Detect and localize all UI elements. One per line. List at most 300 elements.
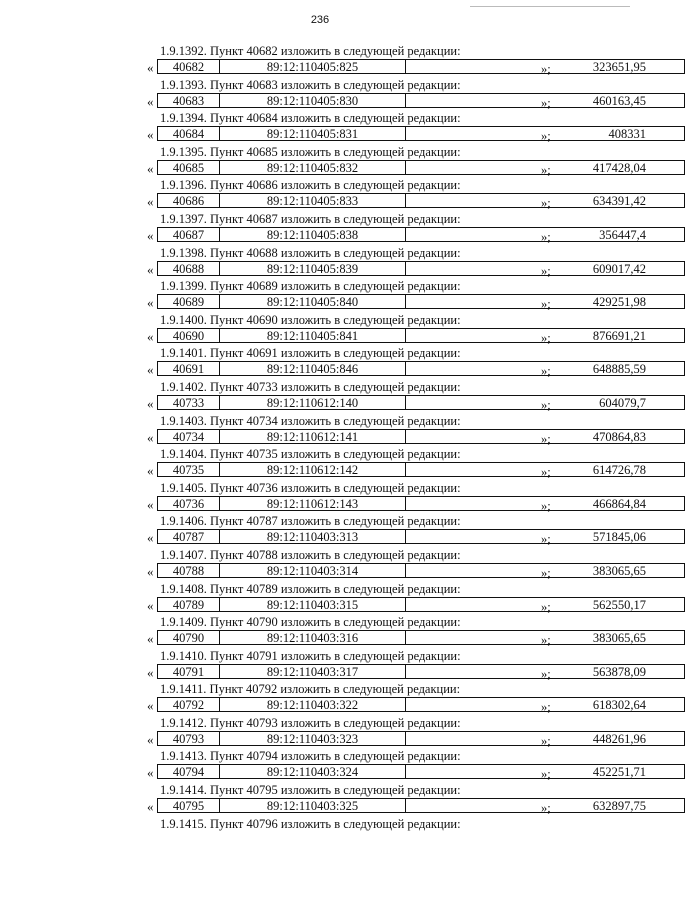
- cell-value: 562550,17: [592, 597, 646, 612]
- row-cells: [157, 93, 685, 108]
- heading-suffix: изложить в следующей редакции:: [280, 245, 461, 260]
- quote-open: «: [147, 194, 154, 210]
- item-number: 40682: [246, 44, 278, 58]
- item-number: 40793: [246, 715, 278, 730]
- quote-open: «: [147, 731, 154, 747]
- amendment-entry: [0, 312, 646, 347]
- section-number: 1.9.1406.: [160, 514, 207, 529]
- cell-value: 429251,98: [592, 295, 646, 310]
- row-cells: [157, 731, 685, 746]
- table-row: [147, 529, 646, 547]
- heading-pt-word: Пункт: [210, 615, 244, 630]
- row-cells: [157, 395, 685, 410]
- cell-value: 448261,96: [592, 731, 646, 746]
- section-number: 1.9.1405.: [160, 480, 207, 495]
- heading-pt-word: Пункт: [210, 447, 244, 462]
- cell-number: 40686: [158, 194, 220, 207]
- section-number: 1.9.1393.: [160, 77, 207, 92]
- cell-value: 323651,95: [592, 60, 646, 74]
- table-row: [147, 361, 646, 379]
- item-number: 40736: [246, 480, 278, 495]
- section-number: 1.9.1404.: [160, 447, 207, 462]
- cell-value: 417428,04: [592, 160, 646, 175]
- table-row: [147, 328, 646, 345]
- amendment-entry: [0, 144, 646, 179]
- row-cells: [157, 630, 685, 645]
- amendment-entry: [0, 514, 646, 548]
- entry-heading: [160, 514, 461, 529]
- heading-suffix: изложить в следующей редакции:: [280, 379, 461, 394]
- section-number: 1.9.1409.: [160, 615, 207, 630]
- cell-value: 876691,21: [592, 328, 646, 343]
- heading-suffix: изложить в следующей редакции:: [280, 346, 461, 361]
- cell-value: 614726,78: [592, 463, 646, 478]
- row-cells: [157, 261, 685, 276]
- row-cells: [157, 328, 685, 343]
- table-row: [147, 395, 646, 412]
- entry-heading: [160, 178, 461, 193]
- entry-heading: [160, 313, 461, 328]
- amendment-entry: [0, 77, 646, 112]
- quote-close: »;: [541, 62, 551, 76]
- heading-suffix: изложить в следующей редакции:: [280, 178, 461, 193]
- entry-heading: [160, 78, 461, 93]
- cell-cadastral: 89:12:110612:140: [220, 396, 406, 409]
- quote-close: »;: [541, 330, 551, 345]
- row-cells: [157, 160, 685, 175]
- heading-pt-word: Пункт: [210, 245, 244, 260]
- table-row: [147, 462, 646, 480]
- entry-heading: [160, 447, 461, 462]
- heading-pt-word: Пункт: [210, 715, 244, 730]
- heading-pt-word: Пункт: [210, 178, 244, 193]
- cell-value: 632897,75: [592, 799, 646, 814]
- table-row: [147, 429, 646, 446]
- table-row: [147, 697, 646, 715]
- entry-heading: [160, 414, 461, 429]
- heading-suffix: изложить в следующей редакции:: [280, 581, 461, 596]
- heading-suffix: изложить в следующей редакции:: [280, 144, 461, 159]
- cell-number: 40689: [158, 295, 220, 308]
- heading-pt-word: Пункт: [210, 346, 244, 361]
- cell-cadastral: 89:12:110405:839: [220, 262, 406, 275]
- amendment-entry: [0, 749, 646, 783]
- quote-close: »;: [541, 364, 551, 379]
- cell-cadastral: 89:12:110403:313: [220, 530, 406, 543]
- quote-open: «: [147, 563, 154, 579]
- amendment-entry: [0, 480, 646, 515]
- cell-number: 40688: [158, 262, 220, 275]
- cell-number: 40790: [158, 631, 220, 644]
- section-number: 1.9.1400.: [160, 312, 207, 327]
- cell-value: 618302,64: [592, 698, 646, 713]
- cell-number: 40685: [158, 161, 220, 174]
- heading-pt-word: Пункт: [210, 44, 244, 58]
- entry-heading: [160, 783, 461, 798]
- row-cells: [157, 563, 685, 578]
- section-number: 1.9.1397.: [160, 211, 207, 226]
- cell-cadastral: 89:12:110403:322: [220, 698, 406, 711]
- entry-heading: [160, 716, 461, 731]
- row-cells: [157, 294, 685, 309]
- entry-heading: [160, 212, 461, 227]
- item-number: 40796: [246, 816, 278, 831]
- quote-close: »;: [541, 498, 551, 513]
- amendment-entry: [0, 211, 646, 246]
- heading-suffix: изложить в следующей редакции:: [280, 480, 461, 495]
- heading-suffix: изложить в следующей редакции:: [280, 279, 461, 294]
- cell-cadastral: 89:12:110612:142: [220, 463, 406, 476]
- entry-heading: [160, 380, 461, 395]
- heading-suffix: изложить в следующей редакции:: [280, 547, 461, 562]
- section-number: 1.9.1399.: [160, 279, 207, 294]
- cell-cadastral: 89:12:110403:325: [220, 799, 406, 812]
- row-cells: [157, 496, 685, 511]
- section-number: 1.9.1401.: [160, 346, 207, 361]
- cell-value: 563878,09: [592, 664, 646, 679]
- row-cells: [157, 59, 685, 74]
- cell-number: 40794: [158, 765, 220, 778]
- quote-open: «: [147, 227, 154, 243]
- section-number: 1.9.1398.: [160, 245, 207, 260]
- heading-pt-word: Пункт: [210, 211, 244, 226]
- heading-pt-word: Пункт: [209, 682, 243, 697]
- cell-value: 648885,59: [592, 362, 646, 377]
- quote-open: «: [147, 496, 154, 512]
- cell-number: 40791: [158, 665, 220, 678]
- cell-value: 466864,84: [592, 496, 646, 511]
- row-cells: [157, 361, 685, 376]
- section-number: 1.9.1411.: [160, 682, 207, 697]
- table-row: [147, 126, 646, 144]
- cell-cadastral: 89:12:110403:323: [220, 732, 406, 745]
- heading-suffix: изложить в следующей редакции:: [280, 44, 461, 58]
- table-row: [147, 294, 646, 312]
- item-number: 40787: [246, 514, 278, 529]
- table-row: [147, 227, 646, 244]
- heading-pt-word: Пункт: [210, 581, 244, 596]
- heading-suffix: изложить в следующей редакции:: [280, 816, 461, 831]
- table-row: [147, 731, 646, 748]
- cell-cadastral: 89:12:110612:141: [220, 430, 406, 443]
- cell-number: 40690: [158, 329, 220, 342]
- quote-close: »;: [541, 801, 551, 816]
- row-cells: [157, 597, 685, 612]
- amendment-entry: [0, 346, 646, 380]
- cell-number: 40734: [158, 430, 220, 443]
- entry-heading: [160, 279, 461, 294]
- quote-open: «: [147, 597, 154, 613]
- heading-pt-word: Пункт: [210, 783, 244, 798]
- cell-cadastral: 89:12:110405:841: [220, 329, 406, 342]
- quote-open: «: [147, 631, 154, 647]
- table-row: [147, 261, 646, 278]
- entry-heading: [160, 615, 461, 630]
- row-cells: [157, 193, 685, 208]
- table-row: [147, 93, 646, 110]
- cell-cadastral: 89:12:110405:838: [220, 228, 406, 241]
- final-heading: [160, 817, 461, 832]
- section-number: 1.9.1410.: [160, 648, 207, 663]
- heading-suffix: изложить в следующей редакции:: [280, 648, 461, 663]
- row-cells: [157, 429, 685, 444]
- cell-value: 383065,65: [592, 563, 646, 578]
- amendment-entry: [0, 581, 646, 616]
- amendment-entry: [0, 682, 646, 716]
- heading-pt-word: Пункт: [210, 648, 244, 663]
- quote-close: »;: [541, 767, 551, 782]
- cell-cadastral: 89:12:110403:315: [220, 598, 406, 611]
- item-number: 40688: [246, 245, 278, 260]
- cell-cadastral: 89:12:110403:314: [220, 564, 406, 577]
- cell-number: 40736: [158, 497, 220, 510]
- heading-suffix: изложить в следующей редакции:: [280, 783, 461, 798]
- cell-number: 40687: [158, 228, 220, 241]
- amendment-entry: [0, 547, 646, 582]
- heading-pt-word: Пункт: [210, 749, 244, 764]
- item-number: 40687: [246, 211, 278, 226]
- top-rule: [470, 6, 630, 7]
- quote-close: »;: [541, 465, 551, 480]
- item-number: 40790: [246, 615, 278, 630]
- heading-pt-word: Пункт: [210, 111, 244, 126]
- row-cells: [157, 764, 685, 779]
- cell-cadastral: 89:12:110405:832: [220, 161, 406, 174]
- heading-pt-word: Пункт: [210, 312, 244, 327]
- quote-open: «: [147, 429, 154, 445]
- heading-suffix: изложить в следующей редакции:: [280, 715, 461, 730]
- item-number: 40733: [246, 379, 278, 394]
- heading-suffix: изложить в следующей редакции:: [280, 682, 461, 697]
- section-number: 1.9.1414.: [160, 783, 207, 798]
- cell-value: 604079,7: [599, 395, 646, 410]
- amendment-entry: [0, 447, 646, 481]
- entry-heading: [160, 145, 461, 160]
- table-row: [147, 764, 646, 782]
- amendment-entry: [0, 715, 646, 750]
- item-number: 40683: [246, 77, 278, 92]
- heading-pt-word: Пункт: [210, 77, 244, 92]
- item-number: 40791: [246, 648, 278, 663]
- heading-suffix: изложить в следующей редакции:: [280, 447, 461, 462]
- quote-open: «: [147, 664, 154, 680]
- heading-pt-word: Пункт: [210, 816, 244, 831]
- item-number: 40788: [246, 547, 278, 562]
- quote-close: »;: [541, 129, 551, 144]
- heading-suffix: изложить в следующей редакции:: [280, 413, 461, 428]
- section-number: 1.9.1394.: [160, 111, 207, 126]
- quote-close: »;: [541, 565, 551, 580]
- heading-suffix: изложить в следующей редакции:: [280, 312, 461, 327]
- item-number: 40684: [246, 111, 278, 126]
- cell-value: 356447,4: [599, 227, 646, 242]
- entry-heading: [160, 346, 461, 361]
- quote-open: «: [147, 395, 154, 411]
- quote-open: «: [147, 261, 154, 277]
- item-number: 40789: [246, 581, 278, 596]
- table-row: [147, 193, 646, 211]
- row-cells: [157, 798, 685, 813]
- entry-heading: [160, 649, 461, 664]
- quote-open: «: [147, 127, 154, 143]
- cell-value: 452251,71: [592, 765, 646, 780]
- amendment-entry: [0, 44, 646, 78]
- table-row: [147, 798, 646, 816]
- cell-cadastral: 89:12:110405:833: [220, 194, 406, 207]
- section-number: 1.9.1408.: [160, 581, 207, 596]
- quote-open: «: [147, 463, 154, 479]
- heading-pt-word: Пункт: [210, 379, 244, 394]
- quote-open: «: [147, 799, 154, 815]
- cell-number: 40787: [158, 530, 220, 543]
- cell-number: 40789: [158, 598, 220, 611]
- cell-number: 40733: [158, 396, 220, 409]
- cell-number: 40795: [158, 799, 220, 812]
- quote-open: «: [147, 362, 154, 378]
- entry-heading: [160, 682, 460, 697]
- cell-number: 40735: [158, 463, 220, 476]
- entry-heading: [160, 582, 461, 597]
- item-number: 40735: [246, 447, 278, 462]
- cell-cadastral: 89:12:110405:840: [220, 295, 406, 308]
- section-number: 1.9.1413.: [160, 749, 207, 764]
- cell-value: 408331: [608, 127, 646, 142]
- cell-value: 571845,06: [592, 530, 646, 545]
- table-row: [147, 160, 646, 177]
- quote-open: «: [147, 530, 154, 546]
- item-number: 40792: [246, 682, 278, 697]
- table-row: [147, 496, 646, 513]
- row-cells: [157, 529, 685, 544]
- item-number: 40691: [246, 346, 278, 361]
- cell-value: 383065,65: [592, 631, 646, 646]
- table-row: [147, 664, 646, 681]
- row-cells: [157, 126, 685, 141]
- cell-number: 40682: [158, 60, 220, 73]
- heading-suffix: изложить в следующей редакции:: [280, 749, 461, 764]
- page-number: 236: [310, 14, 330, 26]
- table-row: [147, 630, 646, 648]
- quote-close: »;: [541, 532, 551, 547]
- quote-open: «: [147, 160, 154, 176]
- quote-close: »;: [541, 733, 551, 748]
- heading-pt-word: Пункт: [210, 480, 244, 495]
- cell-value: 634391,42: [592, 194, 646, 209]
- quote-close: »;: [541, 431, 551, 446]
- quote-close: »;: [541, 700, 551, 715]
- quote-close: »;: [541, 599, 551, 614]
- heading-pt-word: Пункт: [210, 514, 244, 529]
- amendment-entry: [0, 615, 646, 649]
- entry-heading: [160, 749, 461, 764]
- cell-value: 460163,45: [592, 93, 646, 108]
- amendment-entry: [0, 783, 646, 817]
- heading-suffix: изложить в следующей редакции:: [280, 111, 461, 126]
- quote-open: «: [147, 93, 154, 109]
- amendment-entry: [0, 111, 646, 145]
- amendment-entry: [0, 178, 646, 212]
- amendment-list: [0, 44, 646, 817]
- entry-heading: [160, 481, 461, 496]
- heading-pt-word: Пункт: [210, 279, 244, 294]
- cell-number: 40683: [158, 94, 220, 107]
- entry-heading: [160, 44, 461, 59]
- table-row: [147, 597, 646, 614]
- table-row: [147, 59, 646, 76]
- quote-open: «: [147, 698, 154, 714]
- quote-close: »;: [541, 263, 551, 278]
- cell-cadastral: 89:12:110405:830: [220, 94, 406, 107]
- cell-value: 609017,42: [592, 261, 646, 276]
- cell-cadastral: 89:12:110405:846: [220, 362, 406, 375]
- heading-suffix: изложить в следующей редакции:: [280, 514, 461, 529]
- amendment-entry: [0, 413, 646, 448]
- cell-cadastral: 89:12:110612:143: [220, 497, 406, 510]
- amendment-entry: [0, 279, 646, 313]
- cell-number: 40793: [158, 732, 220, 745]
- item-number: 40690: [246, 312, 278, 327]
- heading-suffix: изложить в следующей редакции:: [280, 615, 461, 630]
- row-cells: [157, 664, 685, 679]
- entry-heading: [160, 548, 461, 563]
- heading-pt-word: Пункт: [210, 413, 244, 428]
- heading-pt-word: Пункт: [210, 144, 244, 159]
- section-number: 1.9.1403.: [160, 413, 207, 428]
- quote-close: »;: [541, 95, 551, 110]
- section-number: 1.9.1396.: [160, 178, 207, 193]
- cell-number: 40788: [158, 564, 220, 577]
- quote-open: «: [147, 765, 154, 781]
- section-number: 1.9.1415.: [160, 816, 207, 831]
- cell-cadastral: 89:12:110405:831: [220, 127, 406, 140]
- heading-suffix: изложить в следующей редакции:: [280, 77, 461, 92]
- entry-heading: [160, 246, 461, 261]
- item-number: 40689: [246, 279, 278, 294]
- quote-open: «: [147, 328, 154, 344]
- amendment-entry: [0, 648, 646, 683]
- cell-cadastral: 89:12:110403:317: [220, 665, 406, 678]
- item-number: 40686: [246, 178, 278, 193]
- row-cells: [157, 462, 685, 477]
- cell-number: 40691: [158, 362, 220, 375]
- entry-heading: [160, 111, 461, 126]
- quote-close: »;: [541, 297, 551, 312]
- quote-close: »;: [541, 633, 551, 648]
- section-number: 1.9.1395.: [160, 144, 207, 159]
- heading-suffix: изложить в следующей редакции:: [280, 211, 461, 226]
- heading-pt-word: Пункт: [210, 547, 244, 562]
- cell-cadastral: 89:12:110403:316: [220, 631, 406, 644]
- row-cells: [157, 227, 685, 242]
- item-number: 40685: [246, 144, 278, 159]
- section-number: 1.9.1412.: [160, 715, 207, 730]
- cell-value: 470864,83: [592, 429, 646, 444]
- quote-open: «: [147, 295, 154, 311]
- quote-open: «: [147, 60, 154, 75]
- quote-close: »;: [541, 162, 551, 177]
- quote-close: »;: [541, 666, 551, 681]
- cell-number: 40684: [158, 127, 220, 140]
- section-number: 1.9.1392.: [160, 44, 207, 58]
- quote-close: »;: [541, 196, 551, 211]
- quote-close: »;: [541, 229, 551, 244]
- item-number: 40795: [246, 783, 278, 798]
- quote-close: »;: [541, 397, 551, 412]
- row-cells: [157, 697, 685, 712]
- cell-number: 40792: [158, 698, 220, 711]
- item-number: 40794: [246, 749, 278, 764]
- amendment-entry: [0, 379, 646, 414]
